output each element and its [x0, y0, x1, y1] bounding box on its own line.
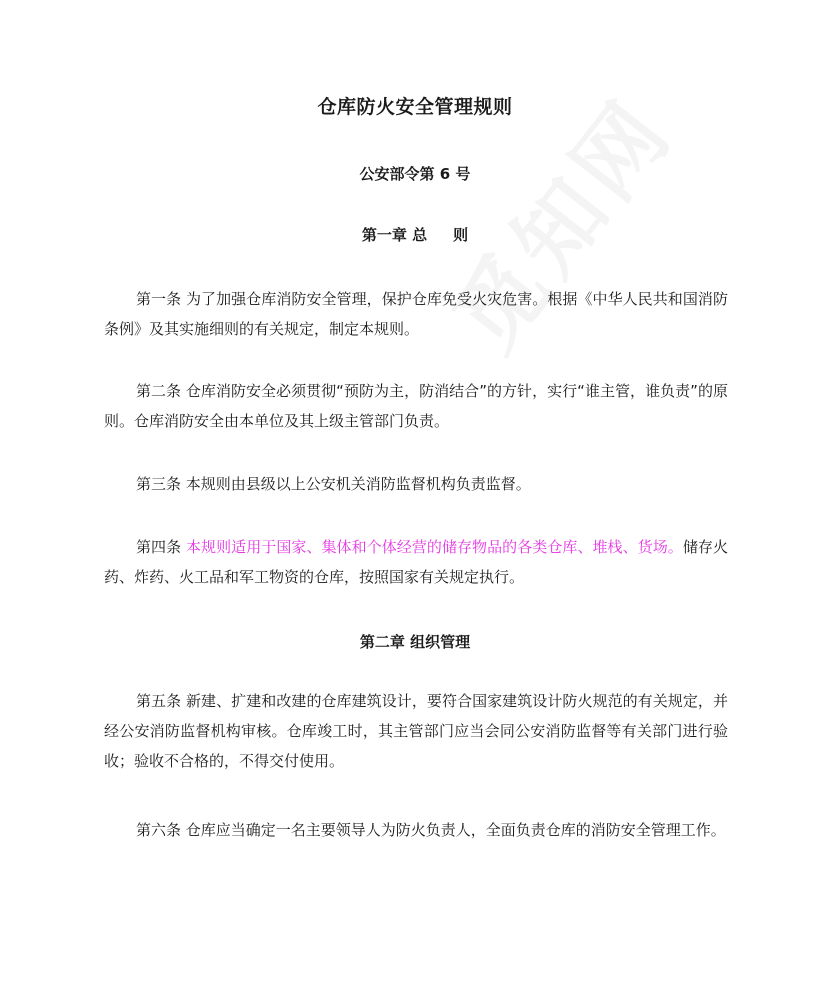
- article-5: [104, 686, 728, 776]
- chapter-1-word-1: 总: [412, 226, 428, 244]
- article-2: [104, 376, 728, 436]
- document-title: 仓库防火安全管理规则: [317, 96, 513, 118]
- article-text: 本规则由县级以上公安机关消防监督机构负责监督。: [185, 475, 531, 493]
- article-3: [104, 469, 728, 499]
- article-text: 仓库消防安全必须贯彻“预防为主，防消结合”的方针，实行“谁主管，谁负责”的原则。仓库消防安全由本单位及其上级主管部门负责。: [104, 382, 728, 430]
- article-6: [104, 815, 728, 845]
- article-number: 第四条: [136, 538, 182, 556]
- chapter-2-heading: 第二章 组织管理: [359, 633, 471, 651]
- article-number: 第五条: [136, 692, 182, 710]
- article-number: 第二条: [136, 382, 182, 400]
- article-text: 储存火药、炸药、火工品和军工物资的仓库，按照国家有关规定执行。: [104, 538, 728, 586]
- article-highlight-text: 本规则适用于国家、集体和个体经营的储存物品的各类仓库、堆栈、货场。: [186, 538, 683, 556]
- article-text: 新建、扩建和改建的仓库建筑设计，要符合国家建筑设计防火规范的有关规定，并经公安消防监督机构审核。仓库竣工时，其主管部门应当会同公安消防监督等有关部门进行验收；验收不合格的，不得交付使用。: [104, 692, 728, 770]
- article-number: 第三条: [136, 475, 182, 493]
- article-4: [104, 532, 728, 592]
- chapter-1-word-2: 则: [453, 226, 469, 244]
- article-number: 第六条: [136, 821, 182, 839]
- order-number: 公安部令第 6 号: [359, 165, 471, 183]
- article-text: 为了加强仓库消防安全管理，保护仓库免受火灾危害。根据《中华人民共和国消防条例》及其实施细则的有关规定，制定本规则。: [104, 290, 728, 338]
- article-1: [104, 284, 728, 344]
- chapter-1-heading: [0, 224, 830, 245]
- chapter-1-label: 第一章: [361, 226, 407, 244]
- article-text: 仓库应当确定一名主要领导人为防火负责人，全面负责仓库的消防安全管理工作。: [185, 821, 726, 839]
- article-number: 第一条: [136, 290, 182, 308]
